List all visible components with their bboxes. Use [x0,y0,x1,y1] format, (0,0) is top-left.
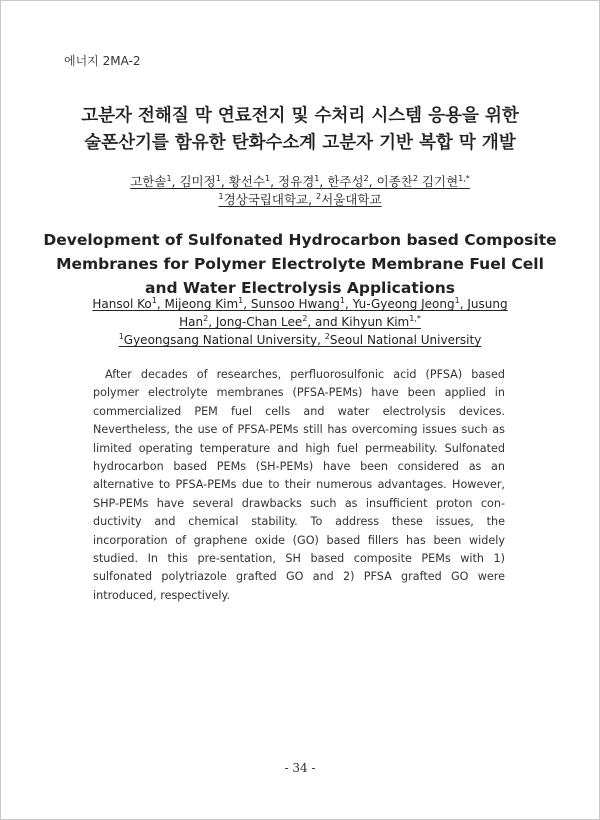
english-affiliation-list [119,333,482,347]
korean-title-line-2: 술폰산기를 함유한 탄화수소계 고분자 기반 복합 막 개발 [84,133,516,153]
english-author-name: Sunsoo Hwang [250,297,340,311]
korean-author-separator: , [368,174,377,189]
korean-author-superscript: 2 [363,174,369,183]
korean-author-separator: , [270,174,279,189]
korean-affiliation-name: 서울대학교 [321,192,382,207]
english-author-separator: , [459,297,468,311]
korean-author-list [130,174,470,189]
korean-author-superscript: 1 [265,174,271,183]
english-affiliation-superscript: 2 [324,332,330,341]
english-title-line-1: Development of Sulfonated Hydrocarbon based Composite [43,231,557,249]
english-affiliation-name: Seoul National University [329,333,482,347]
korean-affiliation-separator: , [308,192,317,207]
english-title-line-2: Membranes for Polymer Electrolyte Membrane Fuel Cell [56,255,544,273]
english-author-separator: , [208,315,216,329]
korean-title-line-1: 고분자 전해질 막 연료전지 및 수처리 시스템 응용을 위한 [81,106,519,126]
page-number: - 34 - [284,761,316,775]
korean-affiliation-superscript: 2 [316,192,322,201]
english-affiliation-superscript: 1 [118,332,124,341]
english-author-separator: , [243,297,251,311]
english-author-superscript: 2 [302,314,308,323]
korean-author-separator: , [319,174,328,189]
korean-affiliations [0,192,600,208]
korean-author-name: 김미정 [179,174,216,189]
korean-author-name: 황선수 [228,174,265,189]
korean-author-name: 고한솔 [130,174,167,189]
english-author-superscript: 1 [151,296,157,305]
korean-author-name: 이종찬 [376,174,413,189]
english-author-separator: , [156,297,165,311]
english-author-name: Mijeong Kim [164,297,239,311]
english-author-name: Hansol Ko [92,297,152,311]
korean-title [0,103,600,157]
english-author-name: Kihyun Kim [341,315,410,329]
english-title-line-3: and Water Electrolysis Applications [145,279,455,297]
english-affiliation-separator: , [317,333,325,347]
english-author-separator: , [345,297,353,311]
english-author-list [92,297,507,329]
korean-author-superscript: 1,* [458,174,470,183]
korean-author-superscript: 2 [412,174,418,183]
english-author-superscript: 1 [238,296,244,305]
english-author-superscript: 2 [203,314,209,323]
korean-affiliation-list [218,192,381,207]
korean-author-separator: , [220,174,229,189]
korean-author-separator: , [171,174,180,189]
english-authors [90,295,510,331]
english-author-superscript: 1 [339,296,345,305]
korean-affiliation-superscript: 1 [218,192,224,201]
english-author-name: Jusung Han [179,297,508,329]
korean-author-superscript: 1 [215,174,221,183]
korean-author-name: 한주성 [327,174,364,189]
korean-authors [0,174,600,190]
english-author-name: Jong-Chan Lee [215,315,303,329]
korean-affiliation-name: 경상국립대학교 [223,192,309,207]
korean-author-name: 김기현 [421,174,459,189]
session-tag: 에너지 2MA-2 [64,54,141,68]
abstract-body: After decades of researches, perfluorosulfonic acid (PFSA) based polymer electrolyte membranes (PFSA-PEMs) have been applied in commercialized PEM fuel cells and water electrolysis devices. Nevertheless, the use of PFSA-PEMs still has overcoming issues such as limited operating temperature and high fuel permeability. Sulfonated hydrocarbon based PEMs (SH-PEMs) have been considered as an alternative to PFSA-PEMs due to their numerous advantages. However, SHP-PEMs have several drawbacks such as insufficient proton con-ductivity and chemical stability. To address these issues, the incorporation of graphene oxide (GO) based fillers has been widely studied. In this pre-sentation, SH based composite PEMs with 1) sulfonated polytriazole grafted GO and 2) PFSA grafted GO were introduced, respectively. [93,368,505,602]
english-author-separator: , and [307,315,342,329]
english-author-superscript: 1,* [409,314,421,323]
english-affiliations [0,332,600,348]
korean-author-name: 정유경 [278,174,315,189]
english-author-name: Yu-Gyeong Jeong [352,297,455,311]
korean-author-superscript: 1 [314,174,320,183]
korean-author-superscript: 1 [166,174,172,183]
english-title [0,228,600,300]
english-author-superscript: 1 [454,296,460,305]
english-affiliation-name: Gyeongsang National University [123,333,318,347]
